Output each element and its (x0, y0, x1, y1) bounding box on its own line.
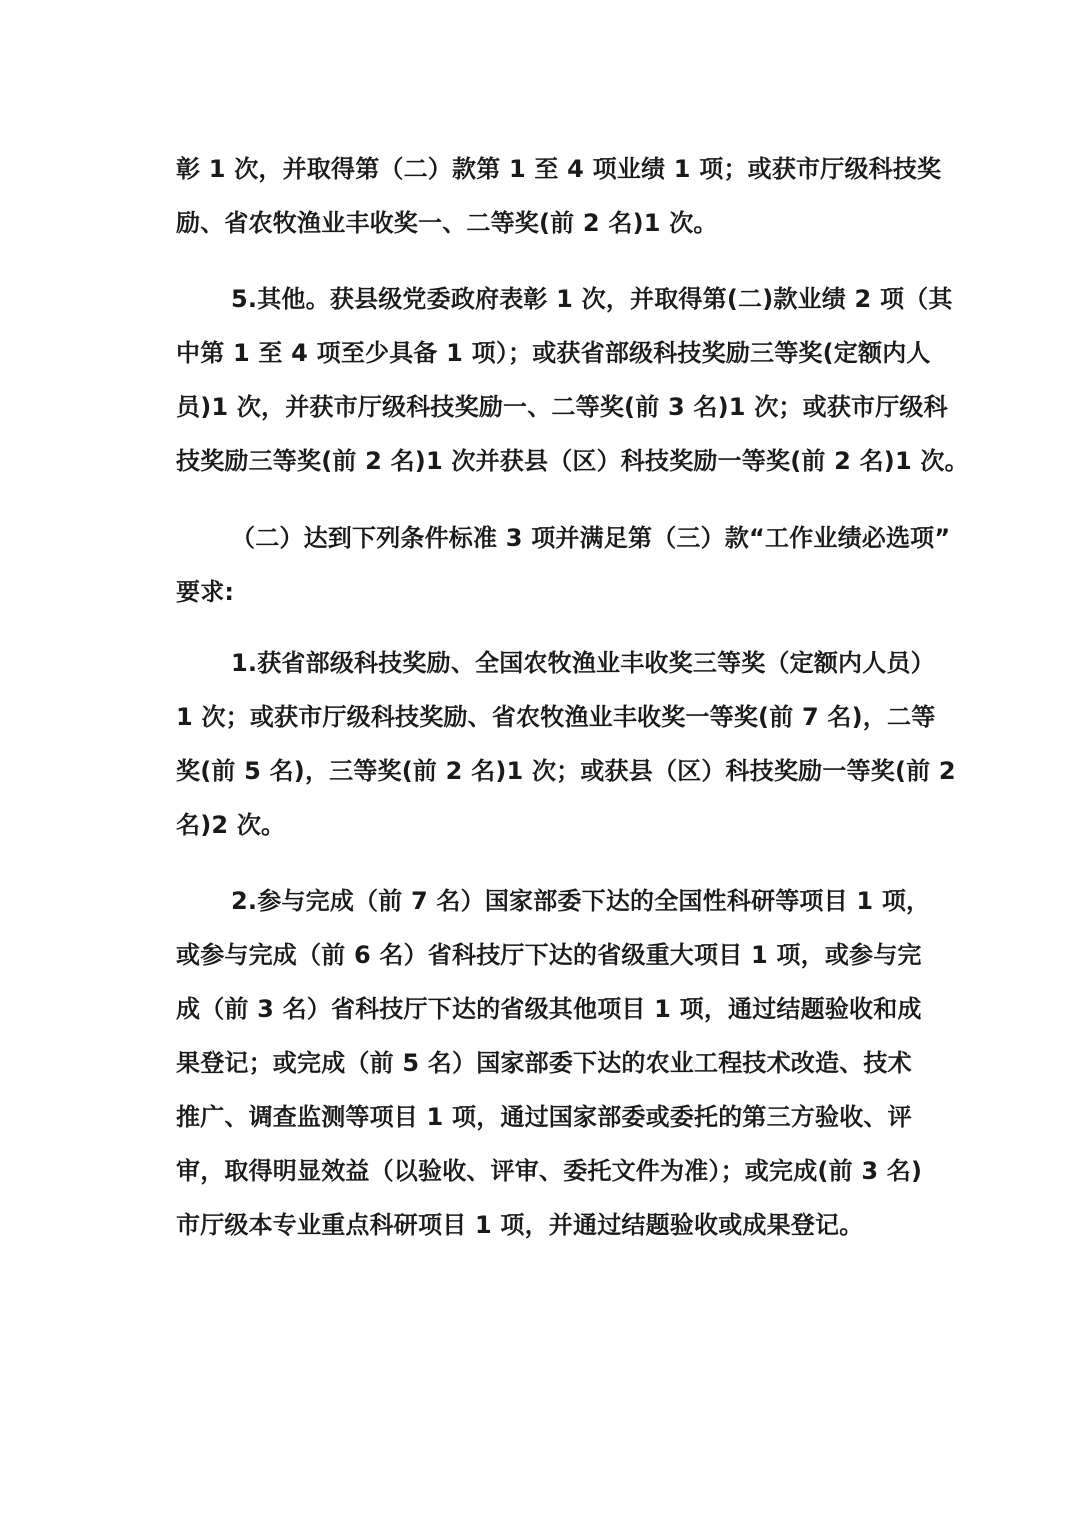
text-line: 2.参与完成（前 7 名）国家部委下达的全国性科研等项目 1 项， (231, 887, 931, 915)
text-line: （二）达到下列条件标准 3 项并满足第（三）款“工作业绩必选项” (231, 524, 951, 552)
text-line: 要求: (176, 578, 235, 606)
text-line: 1 次；或获市厅级科技奖励、省农牧渔业丰收奖一等奖(前 7 名)，二等 (176, 703, 936, 731)
text-line: 果登记；或完成（前 5 名）国家部委下达的农业工程技术改造、技术 (176, 1049, 912, 1077)
text-line: 励、省农牧渔业丰收奖一、二等奖(前 2 名)1 次。 (176, 209, 718, 237)
text-line: 名)2 次。 (176, 811, 286, 839)
paragraph-item-1-awards (176, 636, 956, 852)
paragraph-continuation (176, 142, 942, 250)
text-line: 彰 1 次，并取得第（二）款第 1 至 4 项业绩 1 项；或获市厅级科技奖 (176, 155, 942, 183)
text-line: 1.获省部级科技奖励、全国农牧渔业丰收奖三等奖（定额内人员） (231, 649, 935, 677)
text-line: 市厅级本专业重点科研项目 1 项，并通过结题验收或成果登记。 (176, 1211, 864, 1239)
text-line: 奖(前 5 名)，三等奖(前 2 名)1 次；或获县（区）科技奖励一等奖(前 2 (176, 757, 956, 785)
text-line: 审，取得明显效益（以验收、评审、委托文件为准）；或完成(前 3 名) (176, 1157, 923, 1185)
paragraph-item-5-other (176, 272, 969, 488)
text-line: 推广、调查监测等项目 1 项，通过国家部委或委托的第三方验收、评 (176, 1103, 912, 1131)
paragraph-item-2-projects (176, 874, 931, 1252)
text-line: 成（前 3 名）省科技厅下达的省级其他项目 1 项，通过结题验收和成 (176, 995, 922, 1023)
text-line: 技奖励三等奖(前 2 名)1 次并获县（区）科技奖励一等奖(前 2 名)1 次。 (176, 447, 969, 475)
text-line: 中第 1 至 4 项至少具备 1 项）；或获省部级科技奖励三等奖(定额内人 (176, 339, 931, 367)
text-line: 员)1 次，并获市厅级科技奖励一、二等奖(前 3 名)1 次；或获市厅级科 (176, 393, 948, 421)
text-line: 或参与完成（前 6 名）省科技厅下达的省级重大项目 1 项，或参与完 (176, 941, 922, 969)
section-2-heading (176, 511, 951, 619)
text-line: 5.其他。获县级党委政府表彰 1 次，并取得第(二)款业绩 2 项（其 (231, 285, 953, 313)
